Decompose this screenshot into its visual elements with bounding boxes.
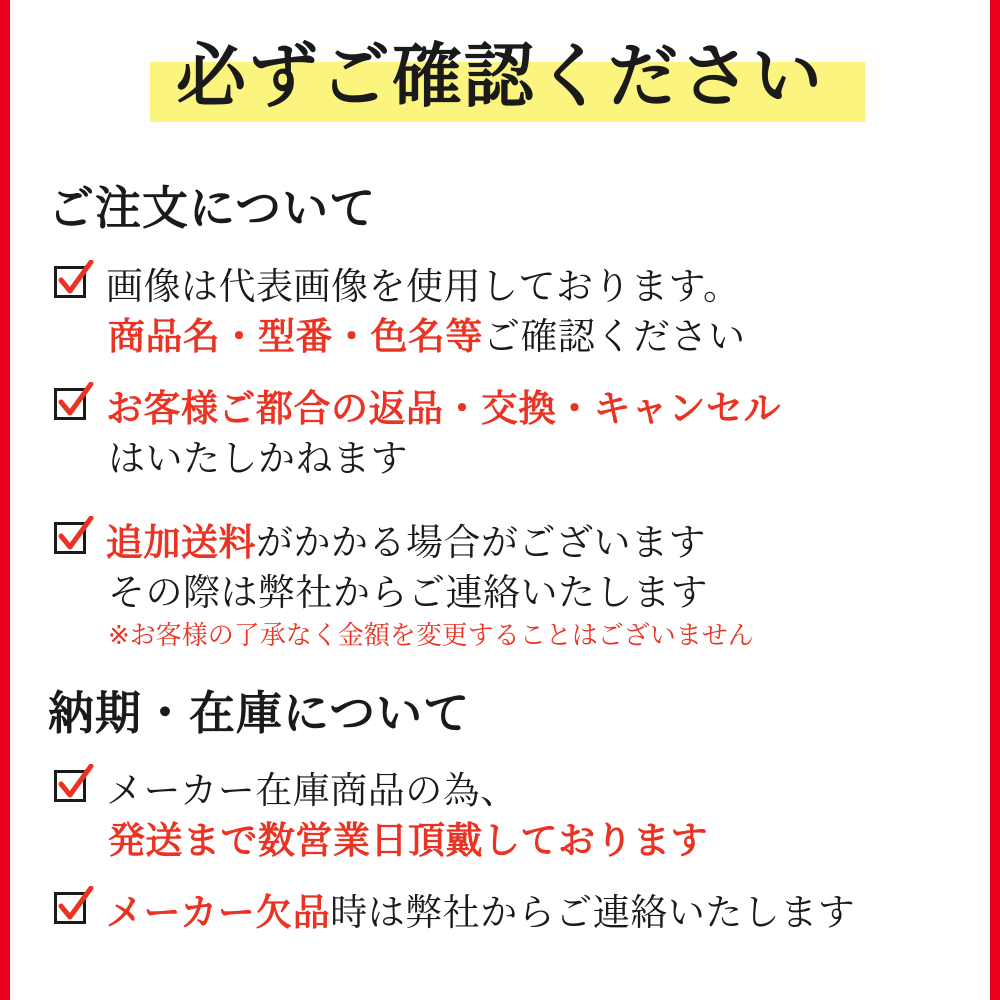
checkbox-checked-icon	[54, 892, 90, 928]
list-item-line: 商品名・型番・色名等ご確認ください	[108, 315, 746, 358]
list-item	[54, 888, 984, 938]
list-item	[54, 262, 984, 362]
list-item-line: はいたしかねます	[108, 437, 408, 480]
checkbox-checked-icon	[54, 388, 90, 424]
list-item-line: メーカー在庫商品の為、	[106, 769, 518, 812]
list-item-line: 発送まで数営業日頂戴しております	[108, 819, 708, 862]
checkbox-checked-icon	[54, 266, 90, 302]
list-item	[54, 384, 984, 484]
list-item-line: 追加送料がかかる場合がございます	[106, 521, 706, 564]
list-item-lines	[106, 766, 984, 866]
page-title	[10, 34, 990, 118]
notice-content	[10, 0, 990, 1000]
checkbox-checked-icon	[54, 770, 90, 806]
list-item-lines	[106, 518, 984, 654]
list-item-note: ※お客様の了承なく金額を変更することはございません	[108, 621, 754, 651]
page-title-text: 必ずご確認ください	[176, 35, 824, 117]
list-item-line: その際は弊社からご連絡いたします	[108, 571, 708, 614]
right-red-border	[990, 0, 1000, 1000]
list-item-line: メーカー欠品時は弊社からご連絡いたします	[106, 891, 856, 934]
list-item-lines	[106, 888, 984, 938]
list-item-line: お客様ご都合の返品・交換・キャンセル	[106, 387, 781, 430]
checkbox-checked-icon	[54, 522, 90, 558]
list-item	[54, 766, 984, 866]
list-item-line: 画像は代表画像を使用しております。	[106, 265, 741, 308]
left-red-border	[0, 0, 10, 1000]
list-item-lines	[106, 384, 984, 484]
section-heading-delivery: 納期・在庫について	[48, 686, 471, 740]
list-item-lines	[106, 262, 984, 362]
section-heading-orders: ご注文について	[48, 181, 377, 235]
list-item	[54, 518, 984, 654]
